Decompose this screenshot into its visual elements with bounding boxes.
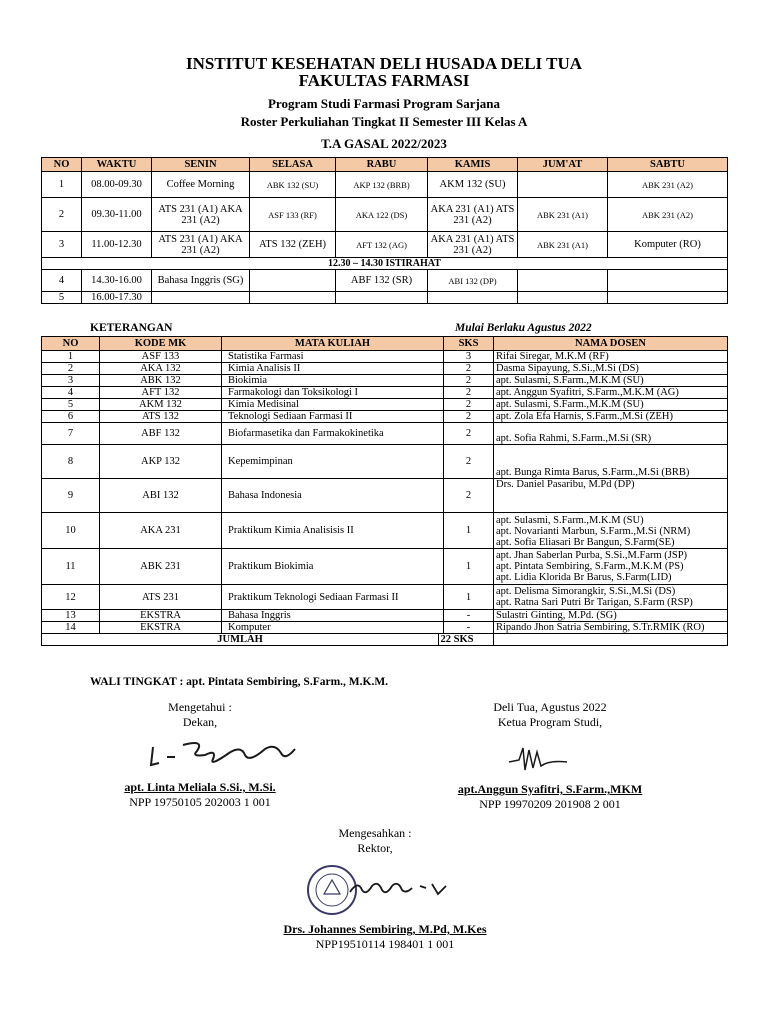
schedule-cell-waktu: 16.00-17.30 xyxy=(82,292,152,304)
rector-stamp-signature-icon xyxy=(300,862,460,920)
course-table xyxy=(41,336,728,646)
course-row xyxy=(42,399,728,411)
course-row xyxy=(42,351,728,363)
schedule-table xyxy=(41,157,728,304)
course-cell-sks: 2 xyxy=(444,423,494,445)
dean-signature-icon xyxy=(145,735,305,780)
course-cell-no: 12 xyxy=(42,585,100,610)
rector-npp: NPP19510114 198401 1 001 xyxy=(315,937,455,951)
schedule-cell-selasa xyxy=(250,270,336,292)
course-cell-mk: Statistika Farmasi xyxy=(222,351,444,363)
lecturer-name: apt. Sulasmi, S.Farm.,M.K.M (SU) xyxy=(496,399,644,410)
schedule-cell-sabtu xyxy=(608,292,728,304)
course-cell-no: 13 xyxy=(42,610,100,622)
lecturer-name: apt. Sofia Eliasari Br Bangun, S.Farm(SE) xyxy=(496,537,675,548)
schedule-cell-selasa: ATS 132 (ZEH) xyxy=(250,232,336,258)
schedule-cell-sabtu: ABK 231 (A2) xyxy=(608,172,728,198)
schedule-cell-kamis xyxy=(428,292,518,304)
course-cell-mk: Biofarmasetika dan Farmakokinetika xyxy=(222,423,444,445)
schedule-cell-jumat: ABK 231 (A1) xyxy=(518,232,608,258)
schedule-cell-rabu: AFT 132 (AG) xyxy=(336,232,428,258)
course-cell-dosen xyxy=(494,387,728,399)
course-cell-dosen xyxy=(494,351,728,363)
lecturer-name: apt. Anggun Syafitri, S.Farm.,M.K.M (AG) xyxy=(496,387,679,398)
course-cell-dosen xyxy=(494,549,728,585)
lecturer-name: apt. Bunga Rimta Barus, S.Farm.,M.Si (BRB) xyxy=(496,467,690,478)
course-row xyxy=(42,513,728,549)
course-cell-sks: 2 xyxy=(444,363,494,375)
course-cell-kode: ABF 132 xyxy=(100,423,222,445)
course-row xyxy=(42,387,728,399)
course-cell-mk: Bahasa Indonesia xyxy=(222,479,444,513)
schedule-row xyxy=(42,198,728,232)
course-row xyxy=(42,375,728,387)
schedule-cell-selasa: ABK 132 (SU) xyxy=(250,172,336,198)
course-cell-sks: 2 xyxy=(444,375,494,387)
lecturer-name: apt. Novarianti Marbun, S.Farm.,M.Si (NRM) xyxy=(496,526,691,537)
schedule-cell-kamis: AKA 231 (A1) ATS 231 (A2) xyxy=(428,232,518,258)
course-cell-sks: 1 xyxy=(444,585,494,610)
lecturer-name: apt. Sofia Rahmi, S.Farm.,M.Si (SR) xyxy=(496,433,652,444)
course-row xyxy=(42,622,728,634)
lecturer-name: apt. Sulasmi, S.Farm.,M.K.M (SU) xyxy=(496,515,644,526)
course-header-cell: NO xyxy=(42,337,100,351)
course-cell-no: 5 xyxy=(42,399,100,411)
course-cell-mk: Praktikum Biokimia xyxy=(222,549,444,585)
course-cell-kode: ABK 132 xyxy=(100,375,222,387)
course-row xyxy=(42,411,728,423)
schedule-cell-sabtu: Komputer (RO) xyxy=(608,232,728,258)
course-cell-no: 3 xyxy=(42,375,100,387)
course-cell-sks: 2 xyxy=(444,411,494,423)
schedule-header-cell: SELASA xyxy=(250,158,336,172)
course-cell-kode: AFT 132 xyxy=(100,387,222,399)
lecturer-name: apt. Ratna Sari Putri Br Tarigan, S.Farm (RSP) xyxy=(496,597,693,608)
course-cell-sks: 2 xyxy=(444,445,494,479)
schedule-cell-sabtu: ABK 231 (A2) xyxy=(608,198,728,232)
course-cell-no: 7 xyxy=(42,423,100,445)
course-cell-sks: - xyxy=(444,622,494,634)
course-cell-kode: EKSTRA xyxy=(100,622,222,634)
course-cell-dosen xyxy=(494,445,728,479)
course-cell-no: 11 xyxy=(42,549,100,585)
course-cell-dosen xyxy=(494,423,728,445)
course-row xyxy=(42,423,728,445)
schedule-header-cell: JUM'AT xyxy=(518,158,608,172)
course-header-cell: KODE MK xyxy=(100,337,222,351)
lecturer-name: apt. Lidia Klorida Br Barus, S.Farm(LID) xyxy=(496,572,672,583)
schedule-cell-selasa: ASF 133 (RF) xyxy=(250,198,336,232)
course-header-cell: NAMA DOSEN xyxy=(494,337,728,351)
course-header-cell: SKS xyxy=(444,337,494,351)
course-cell-kode: AKA 231 xyxy=(100,513,222,549)
schedule-cell-senin: Bahasa Inggris (SG) xyxy=(152,270,250,292)
schedule-header-cell: WAKTU xyxy=(82,158,152,172)
course-cell-sks: 1 xyxy=(444,513,494,549)
schedule-cell-waktu: 08.00-09.30 xyxy=(82,172,152,198)
schedule-cell-rabu: AKP 132 (BRB) xyxy=(336,172,428,198)
course-cell-dosen xyxy=(494,585,728,610)
lecturer-name: apt. Zola Efa Harnis, S.Farm.,M.Si (ZEH) xyxy=(496,411,674,422)
wali-tingkat: WALI TINGKAT : apt. Pintata Sembiring, S.Farm., M.K.M. xyxy=(90,676,389,688)
lecturer-name: Sulastri Ginting, M.Pd. (SG) xyxy=(496,610,617,621)
schedule-header-cell: KAMIS xyxy=(428,158,518,172)
schedule-header-cell: SABTU xyxy=(608,158,728,172)
course-cell-dosen xyxy=(494,411,728,423)
kaprodi-name: apt.Anggun Syafitri, S.Farm.,MKM xyxy=(457,782,643,796)
course-cell-kode: ASF 133 xyxy=(100,351,222,363)
course-cell-sks: - xyxy=(444,610,494,622)
schedule-cell-kamis: AKM 132 (SU) xyxy=(428,172,518,198)
schedule-cell-no: 1 xyxy=(42,172,82,198)
schedule-header-cell: RABU xyxy=(336,158,428,172)
schedule-header-cell: SENIN xyxy=(152,158,250,172)
schedule-cell-selasa xyxy=(250,292,336,304)
course-cell-mk: Praktikum Kimia Analisisis II xyxy=(222,513,444,549)
course-cell-kode: ABI 132 xyxy=(100,479,222,513)
course-cell-dosen xyxy=(494,610,728,622)
course-row xyxy=(42,363,728,375)
schedule-cell-jumat xyxy=(518,270,608,292)
course-cell-sks: 2 xyxy=(444,479,494,513)
course-cell-kode: EKSTRA xyxy=(100,610,222,622)
course-cell-dosen xyxy=(494,513,728,549)
schedule-cell-jumat xyxy=(518,172,608,198)
total-row xyxy=(42,634,728,646)
sign-center-line2: Rektor, xyxy=(357,841,393,855)
course-cell-kode: AKP 132 xyxy=(100,445,222,479)
course-cell-no: 2 xyxy=(42,363,100,375)
schedule-cell-senin xyxy=(152,292,250,304)
course-header-row xyxy=(42,337,728,351)
course-row xyxy=(42,585,728,610)
dean-npp: NPP 19750105 202003 1 001 xyxy=(129,795,271,809)
schedule-cell-senin: ATS 231 (A1) AKA 231 (A2) xyxy=(152,198,250,232)
break-label: 12.30 – 14.30 ISTIRAHAT xyxy=(42,258,728,270)
course-cell-sks: 3 xyxy=(444,351,494,363)
course-cell-dosen xyxy=(494,399,728,411)
sign-left-line2: Dekan, xyxy=(182,715,218,729)
course-cell-dosen xyxy=(494,479,728,513)
course-cell-kode: AKM 132 xyxy=(100,399,222,411)
kaprodi-signature-icon xyxy=(505,740,575,780)
lecturer-name: Dasma Sipayung, S.Si.,M.Si (DS) xyxy=(496,363,639,374)
course-cell-sks: 2 xyxy=(444,387,494,399)
course-cell-dosen xyxy=(494,375,728,387)
effective-date: Mulai Berlaku Agustus 2022 xyxy=(455,322,592,334)
course-row xyxy=(42,610,728,622)
course-cell-no: 4 xyxy=(42,387,100,399)
course-cell-kode: ATS 231 xyxy=(100,585,222,610)
course-cell-dosen xyxy=(494,622,728,634)
schedule-cell-jumat: ABK 231 (A1) xyxy=(518,198,608,232)
schedule-cell-rabu: AKA 122 (DS) xyxy=(336,198,428,232)
schedule-cell-kamis: ABI 132 (DP) xyxy=(428,270,518,292)
course-cell-mk: Biokimia xyxy=(222,375,444,387)
course-row xyxy=(42,445,728,479)
break-row xyxy=(42,258,728,270)
academic-year: T.A GASAL 2022/2023 xyxy=(321,136,447,151)
schedule-cell-rabu: ABF 132 (SR) xyxy=(336,270,428,292)
faculty-title: FAKULTAS FARMASI xyxy=(298,71,470,90)
course-cell-no: 14 xyxy=(42,622,100,634)
schedule-cell-kamis: AKA 231 (A1) ATS 231 (A2) xyxy=(428,198,518,232)
schedule-cell-waktu: 14.30-16.00 xyxy=(82,270,152,292)
course-cell-mk: Kepemimpinan xyxy=(222,445,444,479)
lecturer-name: Ripando Jhon Satria Sembiring, S.Tr.RMIK (RO) xyxy=(496,622,705,633)
schedule-row xyxy=(42,270,728,292)
course-cell-mk: Teknologi Sediaan Farmasi II xyxy=(222,411,444,423)
course-cell-no: 6 xyxy=(42,411,100,423)
course-cell-sks: 1 xyxy=(444,549,494,585)
schedule-header-row xyxy=(42,158,728,172)
kaprodi-npp: NPP 19970209 201908 2 001 xyxy=(479,797,621,811)
course-header-cell: MATA KULIAH xyxy=(222,337,444,351)
course-cell-mk: Praktikum Teknologi Sediaan Farmasi II xyxy=(222,585,444,610)
dean-name: apt. Linta Meliala S.Si., M.Si. xyxy=(124,780,276,794)
sign-right-line2: Ketua Program Studi, xyxy=(497,715,603,729)
lecturer-name: Rifai Siregar, M.K.M (RF) xyxy=(496,351,609,362)
total-label: JUMLAH xyxy=(217,634,263,645)
schedule-cell-no: 3 xyxy=(42,232,82,258)
schedule-cell-jumat xyxy=(518,292,608,304)
lecturer-name: apt. Sulasmi, S.Farm.,M.K.M (SU) xyxy=(496,375,644,386)
course-cell-mk: Kimia Medisinal xyxy=(222,399,444,411)
course-row xyxy=(42,479,728,513)
lecturer-name: apt. Pintata Sembiring, S.Farm.,M.K.M (PS) xyxy=(496,561,684,572)
course-cell-mk: Farmakologi dan Toksikologi I xyxy=(222,387,444,399)
schedule-cell-no: 4 xyxy=(42,270,82,292)
schedule-header-cell: NO xyxy=(42,158,82,172)
schedule-row xyxy=(42,292,728,304)
schedule-cell-waktu: 11.00-12.30 xyxy=(82,232,152,258)
course-cell-kode: ABK 231 xyxy=(100,549,222,585)
sign-right-line1: Deli Tua, Agustus 2022 xyxy=(493,700,607,714)
schedule-cell-rabu xyxy=(336,292,428,304)
schedule-cell-senin: Coffee Morning xyxy=(152,172,250,198)
roster-title: Roster Perkuliahan Tingkat II Semester III Kelas A xyxy=(240,114,528,129)
lecturer-name: apt. Jhan Saberlan Purba, S.Si.,M.Farm (JSP) xyxy=(496,550,688,561)
schedule-cell-waktu: 09.30-11.00 xyxy=(82,198,152,232)
course-cell-sks: 2 xyxy=(444,399,494,411)
keterangan-label: KETERANGAN xyxy=(90,322,173,334)
course-cell-mk: Komputer xyxy=(222,622,444,634)
total-value: 22 SKS xyxy=(438,634,493,645)
program-title: Program Studi Farmasi Program Sarjana xyxy=(267,96,501,111)
schedule-cell-sabtu xyxy=(608,270,728,292)
course-row xyxy=(42,549,728,585)
course-cell-no: 9 xyxy=(42,479,100,513)
lecturer-name: Drs. Daniel Pasaribu, M.Pd (DP) xyxy=(496,479,635,490)
course-cell-mk: Bahasa Inggris xyxy=(222,610,444,622)
schedule-cell-no: 5 xyxy=(42,292,82,304)
sign-left-line1: Mengetahui : xyxy=(168,700,232,714)
schedule-row xyxy=(42,172,728,198)
course-cell-no: 10 xyxy=(42,513,100,549)
rector-name: Drs. Johannes Sembiring, M.Pd, M.Kes xyxy=(283,922,487,936)
course-cell-kode: ATS 132 xyxy=(100,411,222,423)
lecturer-name: apt. Delisma Simorangkir, S.Si.,M.Si (DS) xyxy=(496,586,676,597)
schedule-cell-senin: ATS 231 (A1) AKA 231 (A2) xyxy=(152,232,250,258)
course-cell-mk: Kimia Analisis II xyxy=(222,363,444,375)
sign-center-line1: Mengesahkan : xyxy=(338,826,412,840)
schedule-row xyxy=(42,232,728,258)
course-cell-no: 8 xyxy=(42,445,100,479)
schedule-cell-no: 2 xyxy=(42,198,82,232)
course-cell-kode: AKA 132 xyxy=(100,363,222,375)
course-cell-dosen xyxy=(494,363,728,375)
course-cell-no: 1 xyxy=(42,351,100,363)
institution-title: INSTITUT KESEHATAN DELI HUSADA DELI TUA xyxy=(186,54,582,73)
